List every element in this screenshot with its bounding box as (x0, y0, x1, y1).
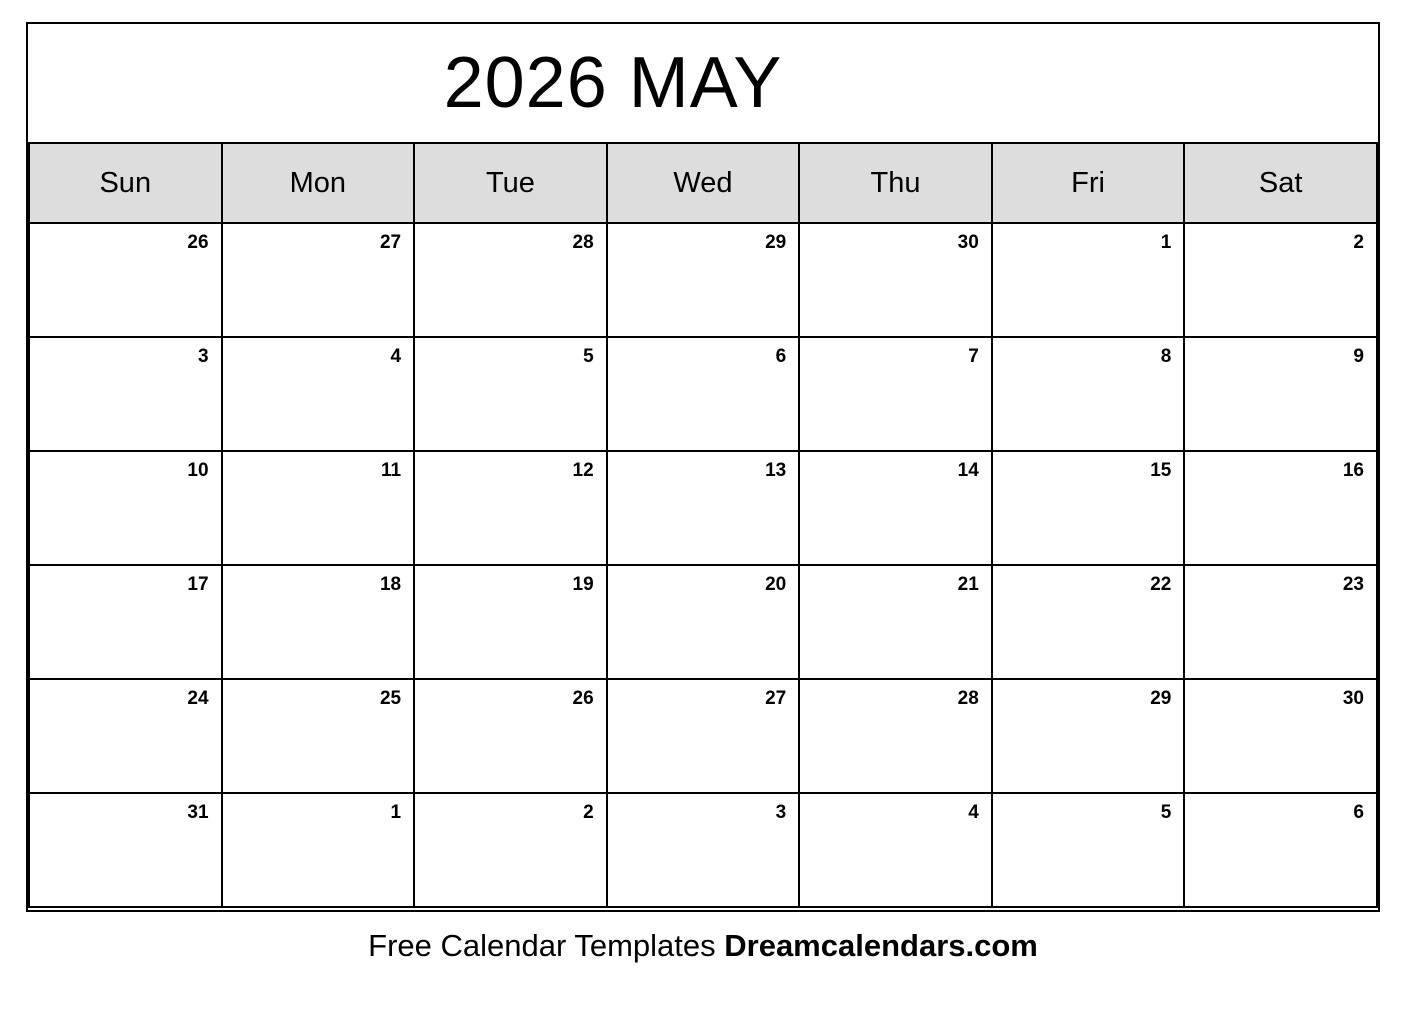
footer-text: Free Calendar Templates (368, 928, 725, 963)
calendar-week-row (29, 223, 1377, 337)
day-cell[interactable]: 8 (992, 337, 1185, 451)
day-cell[interactable]: 18 (222, 565, 415, 679)
day-cell[interactable]: 28 (799, 679, 992, 793)
footer-credit (0, 928, 1406, 964)
calendar-frame (26, 22, 1380, 912)
calendar-title-bar (28, 24, 1378, 142)
day-cell[interactable]: 1 (222, 793, 415, 907)
weekday-header-fri: Fri (992, 143, 1185, 223)
calendar-body (29, 223, 1377, 907)
day-cell[interactable]: 28 (414, 223, 607, 337)
day-cell[interactable]: 9 (1184, 337, 1377, 451)
day-cell[interactable]: 10 (29, 451, 222, 565)
calendar-week-row (29, 793, 1377, 907)
calendar-week-row (29, 451, 1377, 565)
weekday-header-thu: Thu (799, 143, 992, 223)
day-cell[interactable]: 2 (414, 793, 607, 907)
day-cell[interactable]: 16 (1184, 451, 1377, 565)
weekday-header-mon: Mon (222, 143, 415, 223)
day-cell[interactable]: 30 (799, 223, 992, 337)
weekday-header-tue: Tue (414, 143, 607, 223)
day-cell[interactable]: 3 (607, 793, 800, 907)
day-cell[interactable]: 24 (29, 679, 222, 793)
day-cell[interactable]: 11 (222, 451, 415, 565)
day-cell[interactable]: 26 (29, 223, 222, 337)
day-cell[interactable]: 12 (414, 451, 607, 565)
day-cell[interactable]: 21 (799, 565, 992, 679)
day-cell[interactable]: 25 (222, 679, 415, 793)
weekday-header-sun: Sun (29, 143, 222, 223)
day-cell[interactable]: 14 (799, 451, 992, 565)
day-cell[interactable]: 1 (992, 223, 1185, 337)
day-cell[interactable]: 23 (1184, 565, 1377, 679)
calendar-week-row (29, 565, 1377, 679)
day-cell[interactable]: 29 (992, 679, 1185, 793)
day-cell[interactable]: 4 (222, 337, 415, 451)
day-cell[interactable]: 27 (222, 223, 415, 337)
day-cell[interactable]: 26 (414, 679, 607, 793)
calendar-week-row (29, 679, 1377, 793)
day-cell[interactable]: 2 (1184, 223, 1377, 337)
day-cell[interactable]: 19 (414, 565, 607, 679)
day-cell[interactable]: 31 (29, 793, 222, 907)
weekday-header-sat: Sat (1184, 143, 1377, 223)
day-cell[interactable]: 15 (992, 451, 1185, 565)
weekday-header-wed: Wed (607, 143, 800, 223)
page-title: 2026 MAY (443, 43, 783, 123)
calendar-table (28, 142, 1378, 908)
day-cell[interactable]: 30 (1184, 679, 1377, 793)
day-cell[interactable]: 7 (799, 337, 992, 451)
day-cell[interactable]: 22 (992, 565, 1185, 679)
day-cell[interactable]: 29 (607, 223, 800, 337)
calendar-week-row (29, 337, 1377, 451)
day-cell[interactable]: 3 (29, 337, 222, 451)
calendar-header-row (29, 143, 1377, 223)
day-cell[interactable]: 13 (607, 451, 800, 565)
day-cell[interactable]: 5 (414, 337, 607, 451)
day-cell[interactable]: 20 (607, 565, 800, 679)
day-cell[interactable]: 6 (1184, 793, 1377, 907)
footer-brand[interactable]: Dreamcalendars.com (724, 928, 1038, 963)
day-cell[interactable]: 6 (607, 337, 800, 451)
day-cell[interactable]: 27 (607, 679, 800, 793)
day-cell[interactable]: 5 (992, 793, 1185, 907)
day-cell[interactable]: 4 (799, 793, 992, 907)
day-cell[interactable]: 17 (29, 565, 222, 679)
